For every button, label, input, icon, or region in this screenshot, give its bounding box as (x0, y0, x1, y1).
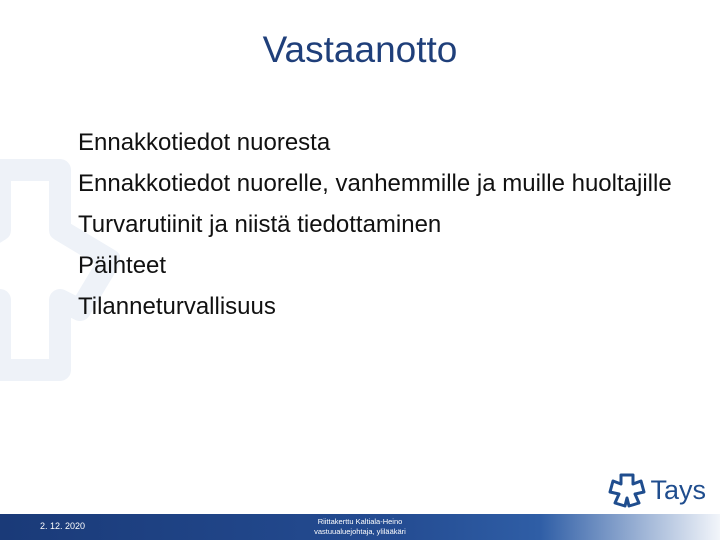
bullet-item: Päihteet (78, 252, 167, 279)
bullet-item: Ennakkotiedot nuorelle, vanhemmille ja muille huoltajille (78, 170, 672, 197)
bullet-item: Tilanneturvallisuus (78, 293, 276, 320)
footer-author-name: Riittakerttu Kaltiala-Heino (317, 517, 403, 526)
footer-bar (0, 514, 720, 540)
footer-author (260, 517, 460, 537)
tays-logo (608, 470, 706, 510)
tays-star-logo-icon (608, 471, 646, 509)
bullet-list (78, 128, 698, 333)
logo-text: Tays (650, 475, 706, 505)
bullet-item: Turvarutiinit ja niistä tiedottaminen (78, 211, 442, 238)
footer-author-role: vastuualuejohtaja, ylilääkäri (314, 527, 406, 536)
slide-title: Vastaanotto (262, 29, 458, 70)
bullet-item: Ennakkotiedot nuoresta (78, 129, 331, 156)
footer-date: 2. 12. 2020 (40, 521, 86, 531)
